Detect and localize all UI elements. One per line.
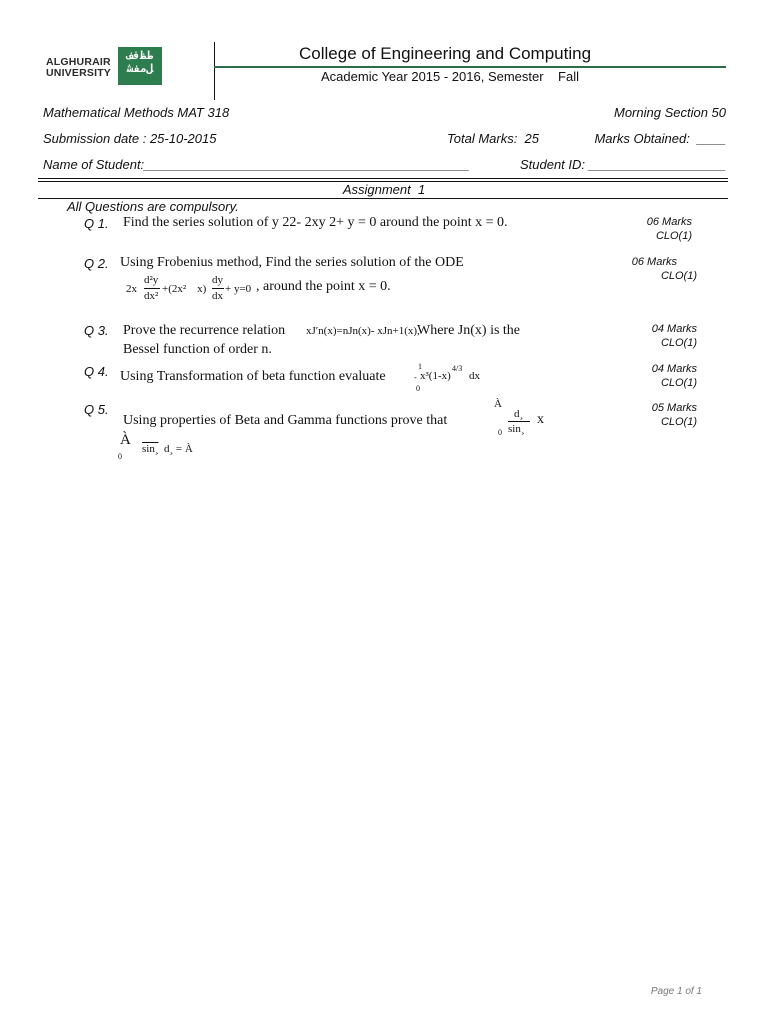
q2-term-g: + y=0 [225,283,252,295]
academic-year: Academic Year 2015 - 2016, Semester Fall [321,69,579,84]
logo-text-line1: ALGHURAIR [46,56,111,68]
q5-line2-sin: sin¸ [142,443,159,455]
question-1-label: Q 1. [84,216,109,231]
question-2-label: Q 2. [84,256,109,271]
question-3-marks-value: 04 Marks [651,323,697,335]
q5-pi-top: À [494,398,502,410]
question-4-label: Q 4. [84,364,109,379]
student-id-field: Student ID: ___________________ [519,157,726,172]
university-logo [44,49,166,86]
q2-frac2-den: dx [212,290,223,302]
question-3-label: Q 3. [84,323,109,338]
q5-limit: 0 [498,428,502,437]
q5-x: x [537,412,544,427]
course-name: Mathematical Methods MAT 318 [43,105,230,120]
q2-term-d: +(2x² x) [162,283,207,295]
header-rule [214,66,726,68]
question-3-text-line2: Bessel function of order n. [123,342,272,357]
question-2-marks [617,255,697,283]
q4-limit-top: 1 [418,362,422,371]
question-4-marks-value: 04 Marks [651,363,697,375]
q2-frac2-num: dy [212,274,223,286]
question-4-marks [617,362,697,390]
question-3-marks [617,322,697,350]
q2-tail: , around the point x = 0. [256,279,391,294]
question-4-formula [414,362,504,394]
question-3-formula: xJ′n(x)=nJn(x)- xJn+1(x), [306,325,420,337]
marks-obtained: Marks Obtained: ____ [594,131,726,146]
question-5-marks-value: 05 Marks [651,402,697,414]
question-1-text: Find the series solution of y 22- 2xy 2+ y = 0 around the point x = 0. [123,215,508,230]
question-5-marks [617,401,697,429]
college-title: College of Engineering and Computing [299,44,592,63]
total-marks: Total Marks: 25 [447,131,540,146]
question-5-label: Q 5. [84,402,109,417]
assignment-title: Assignment 1 [342,182,426,197]
submission-date: Submission date : 25-10-2015 [43,131,217,146]
question-3-clo: CLO(1) [660,337,697,349]
q5-num: d¸ [514,408,524,420]
question-3-text: Prove the recurrence relation [123,323,286,338]
question-5-formula [494,398,554,438]
q5-line2-limit: 0 [118,452,122,461]
question-5-text: Using properties of Beta and Gamma functions prove that [123,413,448,428]
logo-badge-bottom: ﻞﻣﻔﺸ [126,62,154,75]
instructions: All Questions are compulsory. [67,199,239,214]
q5-line2-pi: À [120,432,131,448]
q4-limit-bottom: 0 [416,384,420,393]
page-number: Page 1 of 1 [650,986,702,997]
question-2-text: Using Frobenius method, Find the series solution of the ODE [120,255,464,270]
question-2-clo: CLO(1) [660,270,697,282]
logo-badge-top: ﻁﻈﻓﻒ [126,49,154,62]
question-1-clo: CLO(1) [655,230,692,242]
header-vertical-divider [214,42,215,100]
question-5-formula-line2 [116,432,216,462]
q5-frac-bar [508,421,530,422]
q4-dx: dx [469,370,480,382]
q4-integral-sign: - [414,373,417,382]
question-4-clo: CLO(1) [660,377,697,389]
q2-frac2-bar [212,288,224,289]
q2-frac1-bar [144,288,160,289]
question-4-text: Using Transformation of beta function evaluate [120,369,386,384]
q2-frac1-num: d²y [144,274,159,286]
logo-text-line2: UNIVERSITY [46,67,112,79]
q5-den: sin¸ [508,423,525,435]
q4-integrand: x³(1-x) [420,370,451,382]
logo-badge [118,47,162,85]
question-2-marks-value: 06 Marks [631,256,677,268]
question-1-marks [612,215,692,243]
question-1-marks-value: 06 Marks [646,216,692,228]
q2-frac1-den: dx² [144,290,159,302]
assignment-rule-top [38,178,728,179]
question-2-formula [126,274,426,304]
q5-line2-tail: d¸ = À [164,443,193,455]
student-name-field: Name of Student:_____________________________________________ [43,157,470,172]
q4-exponent: 4/3 [452,364,463,373]
question-3-tail: Where Jn(x) is the [417,323,521,338]
q2-term-a: 2x [126,283,137,295]
question-5-clo: CLO(1) [660,416,697,428]
section-name: Morning Section 50 [613,105,726,120]
